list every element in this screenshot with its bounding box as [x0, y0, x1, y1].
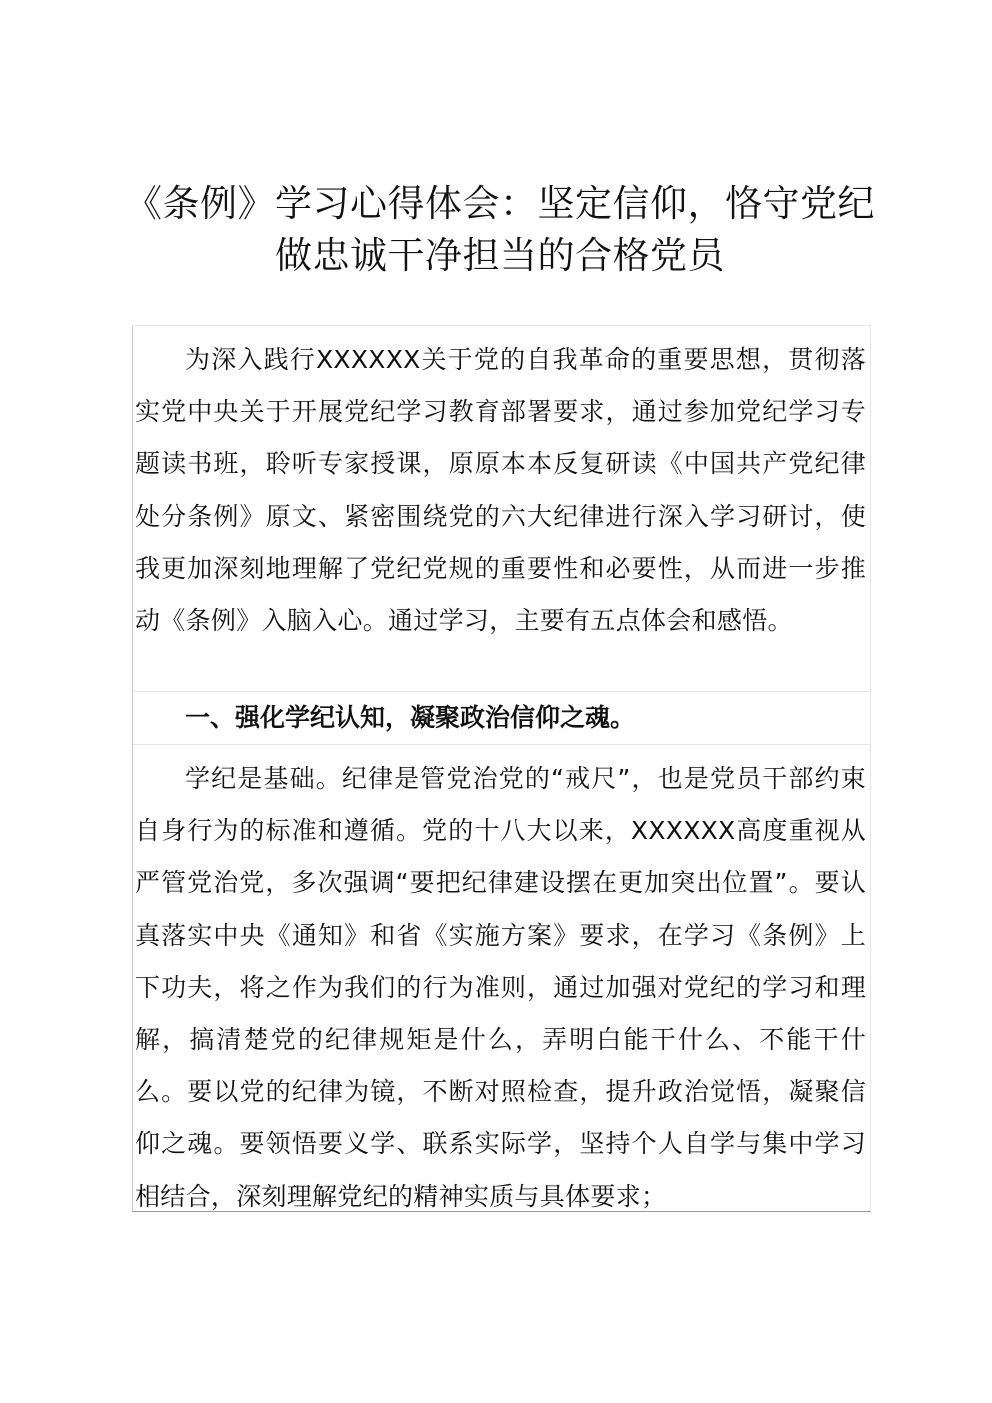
text-block-section-1: [133, 744, 871, 1211]
document-title: [120, 178, 880, 282]
title-line-2: 做忠诚干净担当的合格党员: [275, 234, 725, 277]
text-block-intro: [133, 326, 871, 691]
section-heading-1: 一、强化学纪认知，凝聚政治信仰之魂。: [185, 703, 636, 732]
document-body: [132, 325, 871, 1212]
title-line-1: 《条例》学习心得体会：坚定信仰，恪守党纪: [125, 182, 875, 225]
paragraph-intro: 为深入践行XXXXXX关于党的自我革命的重要思想，贯彻落实党中央关于开展党纪学习教育部署要求，通过参加党纪学习专题读书班，聆听专家授课，原原本本反复研读《中国共产党纪律处分条例》原文、紧密围绕党的六大纪律进行深入学习研讨，使我更加深刻地理解了党纪党规的重要性和必要性，从而进一步推动《条例》入脑入心。通过学习，主要有五点体会和感悟。: [135, 345, 866, 636]
text-block-heading: [133, 691, 871, 744]
paragraph-section-1: 学纪是基础。纪律是管党治党的“戒尺”，也是党员干部约束自身行为的标准和遵循。党的十八大以来，XXXXXX高度重视从严管党治党，多次强调“要把纪律建设摆在更加突出位置”。要认真落实中央《通知》和省《实施方案》要求，在学习《条例》上下功夫，将之作为我们的行为准则，通过加强对党纪的学习和理解，搞清楚党的纪律规矩是什么，弄明白能干什么、不能干什么。要以党的纪律为镜，不断对照检查，提升政治觉悟，凝聚信仰之魂。要领悟要义学、联系实际学，坚持个人自学与集中学习相结合，深刻理解党纪的精神实质与具体要求；: [135, 764, 866, 1211]
